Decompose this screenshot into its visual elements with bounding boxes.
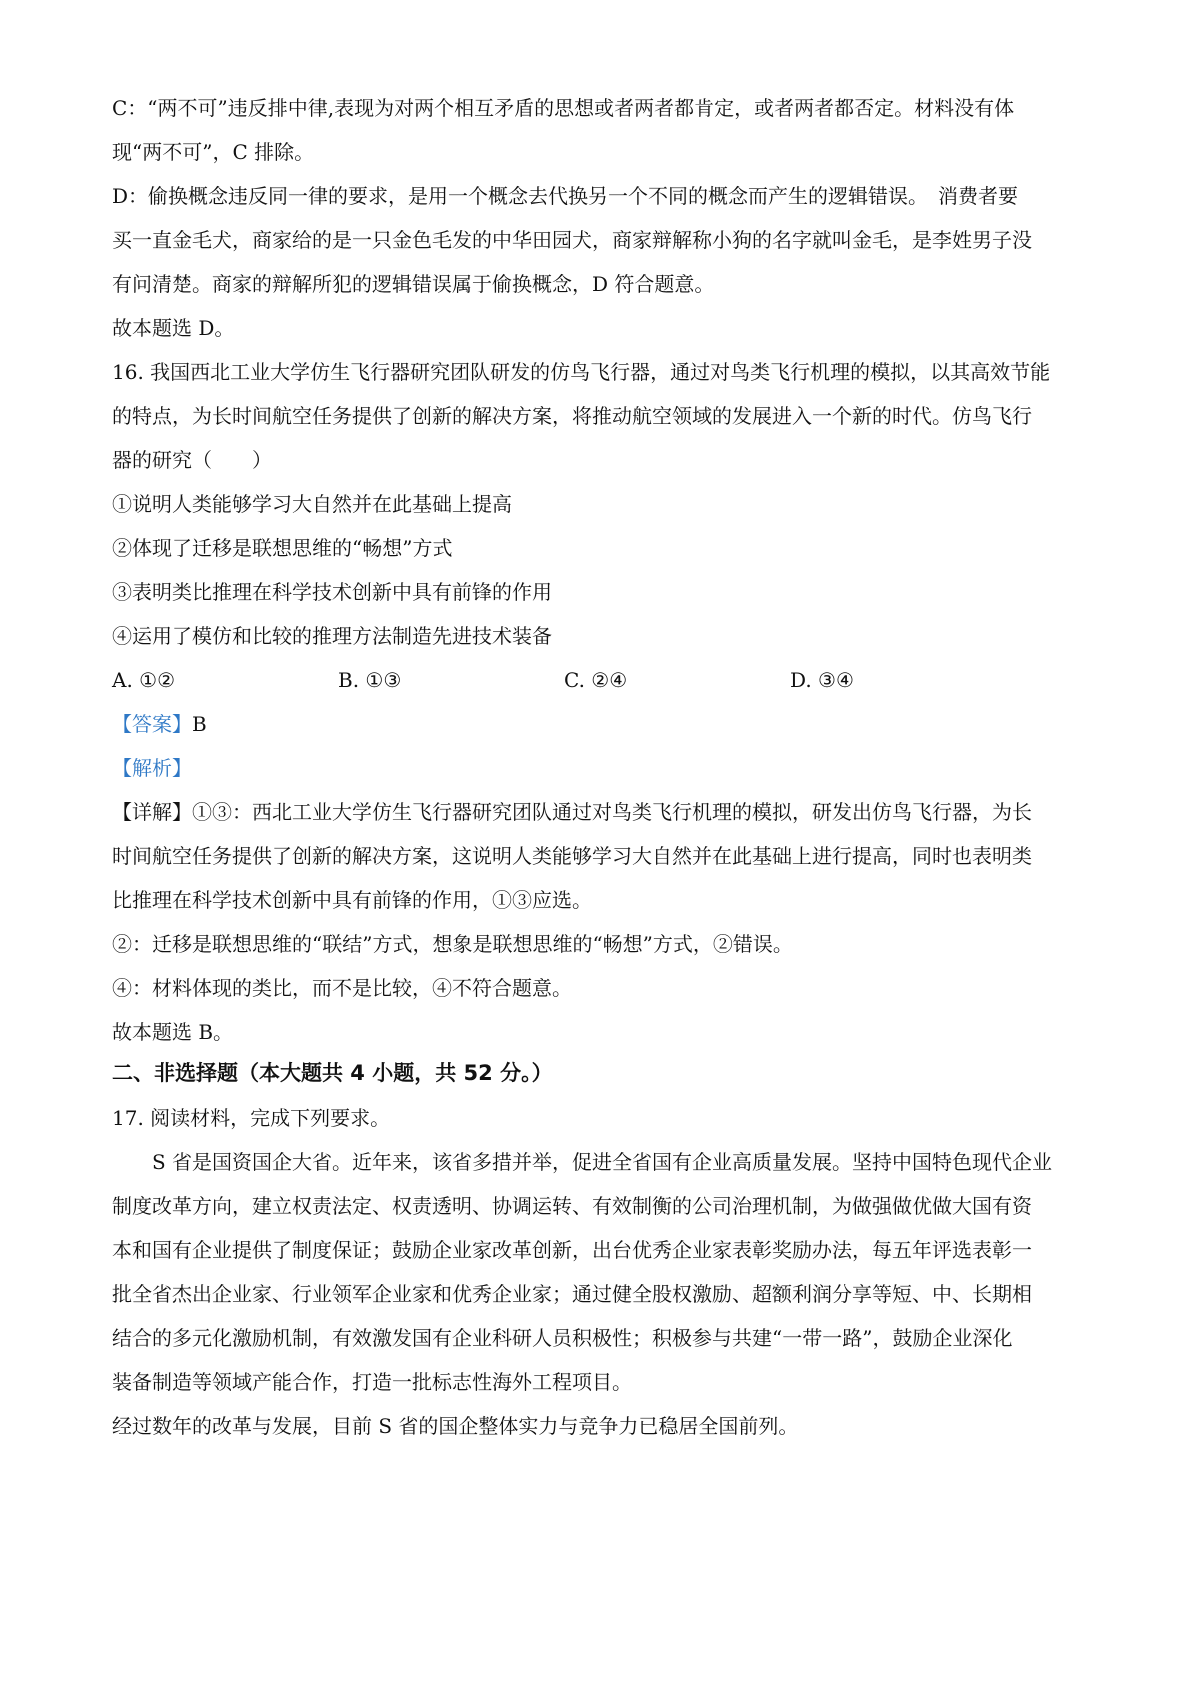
q16-item-4: ④运用了模仿和比较的推理方法制造先进技术装备 (112, 624, 552, 648)
q15-option-c-explanation-line2: 现“两不可”，C 排除。 (112, 140, 315, 164)
q15-conclusion: 故本题选 D。 (112, 316, 235, 340)
analysis-tag: 【解析】 (112, 756, 192, 780)
q16-detail-line2: 时间航空任务提供了创新的解决方案，这说明人类能够学习大自然并在此基础上进行提高，同时也表明类 (112, 844, 1032, 868)
q16-option-c: C. ②④ (564, 668, 628, 692)
q17-material-line1: S 省是国资国企大省。近年来，该省多措并举，促进全省国有企业高质量发展。坚持中国特色现代企业 (152, 1150, 1053, 1174)
q15-option-d-explanation-line3: 有问清楚。商家的辩解所犯的逻辑错误属于偷换概念，D 符合题意。 (112, 272, 715, 296)
answer-tag: 【答案】 (112, 712, 192, 736)
answer-value: B (192, 712, 207, 736)
q17-material-line2: 制度改革方向，建立权责法定、权责透明、协调运转、有效制衡的公司治理机制，为做强做优做大国有资 (112, 1194, 1032, 1218)
q15-option-d-explanation-line1: D：偷换概念违反同一律的要求，是用一个概念去代换另一个不同的概念而产生的逻辑错误。 消费者要 (112, 184, 1019, 208)
q17-material-line3: 本和国有企业提供了制度保证；鼓励企业家改革创新，出台优秀企业家表彰奖励办法，每五年评选表彰一 (112, 1238, 1032, 1262)
q16-option-d: D. ③④ (790, 668, 854, 692)
q16-options-row (112, 666, 1102, 694)
q16-detail-line3: 比推理在科学技术创新中具有前锋的作用，①③应选。 (112, 888, 592, 912)
q16-stem-line2: 的特点，为长时间航空任务提供了创新的解决方案，将推动航空领域的发展进入一个新的时代。仿鸟飞行 (112, 404, 1032, 428)
q16-detail-line1: 【详解】①③：西北工业大学仿生飞行器研究团队通过对鸟类飞行机理的模拟，研发出仿鸟飞行器，为长 (112, 800, 1032, 824)
q16-detail-item2: ②：迁移是联想思维的“联结”方式，想象是联想思维的“畅想”方式，②错误。 (112, 932, 793, 956)
q15-option-c-explanation-line1: C：“两不可”违反排中律,表现为对两个相互矛盾的思想或者两者都肯定，或者两者都否定。材料没有体 (112, 96, 1015, 120)
q16-option-b: B. ①③ (338, 668, 402, 692)
q16-item-2: ②体现了迁移是联想思维的“畅想”方式 (112, 536, 453, 560)
q16-detail-item4: ④：材料体现的类比，而不是比较，④不符合题意。 (112, 976, 572, 1000)
q16-item-1: ①说明人类能够学习大自然并在此基础上提高 (112, 492, 512, 516)
q16-stem-line1: 16. 我国西北工业大学仿生飞行器研究团队研发的仿鸟飞行器，通过对鸟类飞行机理的模拟，以其高效节能 (112, 360, 1051, 384)
q16-item-3: ③表明类比推理在科学技术创新中具有前锋的作用 (112, 580, 552, 604)
q17-stem: 17. 阅读材料，完成下列要求。 (112, 1106, 391, 1130)
q17-closing-line: 经过数年的改革与发展，目前 S 省的国企整体实力与竞争力已稳居全国前列。 (112, 1414, 799, 1438)
q16-stem-line3: 器的研究（ ） (112, 448, 272, 472)
q16-conclusion: 故本题选 B。 (112, 1020, 234, 1044)
section-heading: 二、非选择题（本大题共 4 小题，共 52 分。） (112, 1061, 553, 1085)
q15-option-d-explanation-line2: 买一直金毛犬，商家给的是一只金色毛发的中华田园犬，商家辩解称小狗的名字就叫金毛，是李姓男子没 (112, 228, 1032, 252)
q17-material-line6: 装备制造等领域产能合作，打造一批标志性海外工程项目。 (112, 1370, 632, 1394)
q16-answer-line (112, 710, 1102, 738)
q16-option-a: A. ①② (112, 668, 176, 692)
q17-material-line5: 结合的多元化激励机制，有效激发国有企业科研人员积极性；积极参与共建“一带一路”，鼓励企业深化 (112, 1326, 1013, 1350)
q17-material-line4: 批全省杰出企业家、行业领军企业家和优秀企业家；通过健全股权激励、超额利润分享等短、中、长期相 (112, 1282, 1032, 1306)
